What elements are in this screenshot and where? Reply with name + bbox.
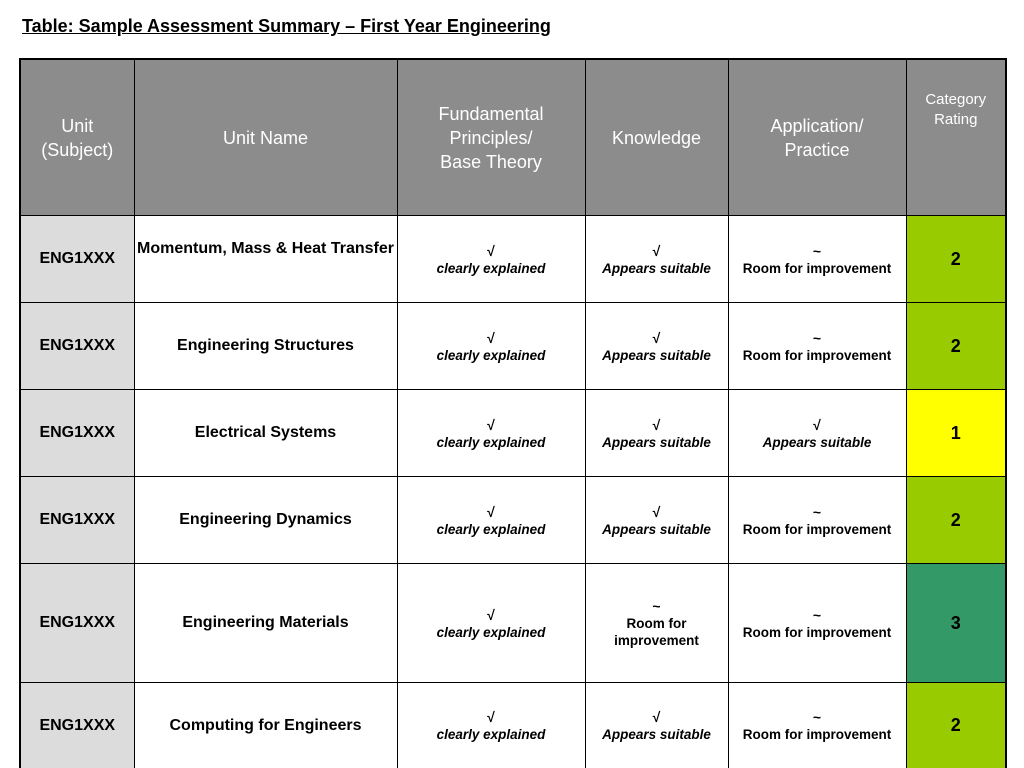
header-unit <box>20 59 134 216</box>
knowledge-cell <box>585 564 728 683</box>
knowledge-note-line-2: improvement <box>614 633 699 648</box>
application-cell <box>728 390 906 477</box>
application-note: Appears suitable <box>762 434 872 450</box>
unit-code: ENG1XXX <box>20 216 134 303</box>
header-knowledge <box>585 59 728 216</box>
header-category-rating <box>906 59 1006 216</box>
knowledge-note: Appears suitable <box>602 260 711 276</box>
application-cell <box>728 216 906 303</box>
category-rating: 2 <box>906 303 1006 390</box>
header-unit-name <box>134 59 397 216</box>
unit-code: ENG1XXX <box>20 303 134 390</box>
knowledge-cell <box>585 683 728 768</box>
application-cell <box>728 564 906 683</box>
header-application <box>728 59 906 216</box>
header-unit-name-label: Unit Name <box>222 127 309 148</box>
category-rating: 2 <box>906 477 1006 564</box>
header-fundamental <box>397 59 585 216</box>
header-unit-line-2: (Subject) <box>41 139 114 160</box>
assessment-table <box>19 58 1007 768</box>
application-note: Room for improvement <box>742 727 892 743</box>
table-row <box>20 683 1006 768</box>
unit-name: Engineering Dynamics <box>134 477 397 564</box>
check-mark: √ <box>487 329 495 346</box>
header-knowledge-label: Knowledge <box>611 127 702 148</box>
header-application-line-1: Application/ <box>770 115 864 136</box>
application-note: Room for improvement <box>742 624 892 640</box>
application-cell <box>728 683 906 768</box>
fundamental-cell <box>397 216 585 303</box>
knowledge-cell <box>585 303 728 390</box>
header-application-line-2: Practice <box>784 139 850 160</box>
knowledge-cell <box>585 477 728 564</box>
unit-code: ENG1XXX <box>20 683 134 768</box>
fundamental-note: clearly explained <box>436 347 546 363</box>
header-category-line-2: Rating <box>934 111 978 128</box>
fundamental-note: clearly explained <box>436 727 546 743</box>
fundamental-note: clearly explained <box>436 434 546 450</box>
header-fundamental-line-3: Base Theory <box>440 151 542 172</box>
tilde-mark: ~ <box>812 329 822 346</box>
unit-code: ENG1XXX <box>20 477 134 564</box>
table-row <box>20 303 1006 390</box>
header-category-line-1: Category <box>925 91 987 108</box>
unit-code: ENG1XXX <box>20 564 134 683</box>
check-mark: √ <box>652 242 661 259</box>
tilde-mark: ~ <box>812 242 822 259</box>
fundamental-note: clearly explained <box>436 260 546 276</box>
application-note: Room for improvement <box>742 260 892 276</box>
check-mark: √ <box>487 709 495 726</box>
knowledge-note: Appears suitable <box>602 727 711 743</box>
knowledge-cell <box>585 216 728 303</box>
table-row <box>20 216 1006 303</box>
table-row <box>20 477 1006 564</box>
check-mark: √ <box>652 503 661 520</box>
check-mark: √ <box>813 416 821 433</box>
knowledge-note: Appears suitable <box>602 434 711 450</box>
tilde-mark: ~ <box>652 598 661 614</box>
unit-code: ENG1XXX <box>20 390 134 477</box>
tilde-mark: ~ <box>812 503 822 520</box>
unit-name: Engineering Structures <box>134 303 397 390</box>
header-row <box>20 59 1006 216</box>
knowledge-note-line-1: Room for <box>626 616 687 631</box>
page-title: Table: Sample Assessment Summary – First Year Engineering <box>22 16 551 36</box>
check-mark: √ <box>652 709 661 726</box>
category-rating: 1 <box>906 390 1006 477</box>
application-cell <box>728 303 906 390</box>
unit-name: Electrical Systems <box>134 390 397 477</box>
tilde-mark: ~ <box>812 606 822 623</box>
table-row <box>20 564 1006 683</box>
application-note: Room for improvement <box>742 521 892 537</box>
fundamental-note: clearly explained <box>436 624 546 640</box>
table-row <box>20 390 1006 477</box>
check-mark: √ <box>487 242 495 259</box>
fundamental-cell <box>397 477 585 564</box>
fundamental-cell <box>397 683 585 768</box>
fundamental-cell <box>397 564 585 683</box>
unit-name: Computing for Engineers <box>134 683 397 768</box>
application-note: Room for improvement <box>742 347 892 363</box>
header-fundamental-line-1: Fundamental <box>438 103 544 124</box>
check-mark: √ <box>652 329 661 346</box>
tilde-mark: ~ <box>812 709 822 726</box>
knowledge-note: Appears suitable <box>602 347 711 363</box>
check-mark: √ <box>487 416 495 433</box>
application-cell <box>728 477 906 564</box>
fundamental-cell <box>397 390 585 477</box>
check-mark: √ <box>487 503 495 520</box>
category-rating: 3 <box>906 564 1006 683</box>
category-rating: 2 <box>906 216 1006 303</box>
fundamental-cell <box>397 303 585 390</box>
unit-name: Engineering Materials <box>134 564 397 683</box>
fundamental-note: clearly explained <box>436 521 546 537</box>
check-mark: √ <box>487 606 495 623</box>
header-fundamental-line-2: Principles/ <box>449 127 533 148</box>
unit-name: Momentum, Mass & Heat Transfer <box>134 216 397 303</box>
category-rating: 2 <box>906 683 1006 768</box>
check-mark: √ <box>652 416 661 433</box>
knowledge-cell <box>585 390 728 477</box>
knowledge-note: Appears suitable <box>602 521 711 537</box>
header-unit-line-1: Unit <box>61 115 94 136</box>
